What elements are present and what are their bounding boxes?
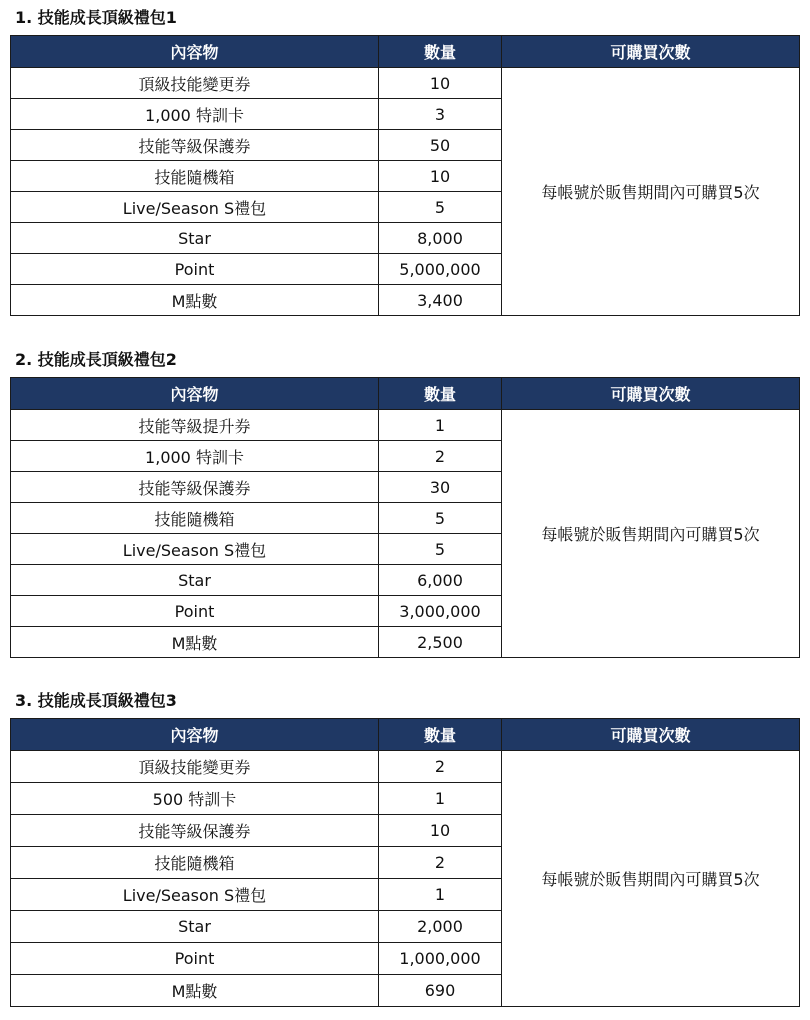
purchase-limit-cell: 每帳號於販售期間內可購買5次	[502, 68, 800, 316]
item-name: Star	[11, 223, 379, 254]
item-name: 技能隨機箱	[11, 847, 379, 879]
item-name: 技能等級保護券	[11, 815, 379, 847]
item-quantity: 6,000	[379, 565, 502, 596]
table-header-row	[11, 378, 800, 410]
item-quantity: 1	[379, 410, 502, 441]
column-header-purchase-limit: 可購買次數	[502, 36, 800, 68]
item-name: Point	[11, 596, 379, 627]
package-table	[10, 377, 800, 658]
item-quantity: 2	[379, 751, 502, 783]
item-name: Live/Season S禮包	[11, 192, 379, 223]
column-header-purchase-limit: 可購買次數	[502, 378, 800, 410]
item-name: 頂級技能變更券	[11, 68, 379, 99]
item-quantity: 10	[379, 68, 502, 99]
item-name: 1,000 特訓卡	[11, 99, 379, 130]
item-name: Point	[11, 943, 379, 975]
item-quantity: 2	[379, 847, 502, 879]
item-name: 技能等級提升券	[11, 410, 379, 441]
item-quantity: 1	[379, 879, 502, 911]
item-quantity: 30	[379, 472, 502, 503]
purchase-limit-cell: 每帳號於販售期間內可購買5次	[502, 751, 800, 1007]
table-row	[11, 68, 800, 99]
item-quantity: 690	[379, 975, 502, 1007]
item-quantity: 3	[379, 99, 502, 130]
item-quantity: 1	[379, 783, 502, 815]
item-quantity: 8,000	[379, 223, 502, 254]
table-row	[11, 751, 800, 783]
item-quantity: 5,000,000	[379, 254, 502, 285]
item-quantity: 2,500	[379, 627, 502, 658]
item-quantity: 1,000,000	[379, 943, 502, 975]
package-title: 2. 技能成長頂級禮包2	[15, 350, 177, 369]
item-name: Star	[11, 911, 379, 943]
item-quantity: 3,000,000	[379, 596, 502, 627]
column-header-purchase-limit: 可購買次數	[502, 719, 800, 751]
column-header-content: 內容物	[11, 378, 379, 410]
item-quantity: 50	[379, 130, 502, 161]
item-quantity: 5	[379, 534, 502, 565]
item-name: 1,000 特訓卡	[11, 441, 379, 472]
table-header-row	[11, 719, 800, 751]
table-header-row	[11, 36, 800, 68]
item-name: Live/Season S禮包	[11, 534, 379, 565]
item-name: 頂級技能變更券	[11, 751, 379, 783]
item-name: Live/Season S禮包	[11, 879, 379, 911]
package-table	[10, 718, 800, 1007]
column-header-content: 內容物	[11, 36, 379, 68]
item-name: Point	[11, 254, 379, 285]
item-name: 技能等級保護券	[11, 472, 379, 503]
item-name: 技能隨機箱	[11, 503, 379, 534]
package-title: 3. 技能成長頂級禮包3	[15, 691, 177, 710]
item-name: M點數	[11, 285, 379, 316]
item-quantity: 10	[379, 815, 502, 847]
column-header-content: 內容物	[11, 719, 379, 751]
column-header-quantity: 數量	[379, 719, 502, 751]
purchase-limit-cell: 每帳號於販售期間內可購買5次	[502, 410, 800, 658]
item-name: 500 特訓卡	[11, 783, 379, 815]
item-name: Star	[11, 565, 379, 596]
column-header-quantity: 數量	[379, 36, 502, 68]
item-name: M點數	[11, 975, 379, 1007]
item-name: 技能等級保護券	[11, 130, 379, 161]
column-header-quantity: 數量	[379, 378, 502, 410]
item-name: M點數	[11, 627, 379, 658]
item-name: 技能隨機箱	[11, 161, 379, 192]
item-quantity: 10	[379, 161, 502, 192]
item-quantity: 5	[379, 192, 502, 223]
item-quantity: 2	[379, 441, 502, 472]
item-quantity: 5	[379, 503, 502, 534]
package-table	[10, 35, 800, 316]
item-quantity: 3,400	[379, 285, 502, 316]
item-quantity: 2,000	[379, 911, 502, 943]
table-row	[11, 410, 800, 441]
package-title: 1. 技能成長頂級禮包1	[15, 8, 177, 27]
